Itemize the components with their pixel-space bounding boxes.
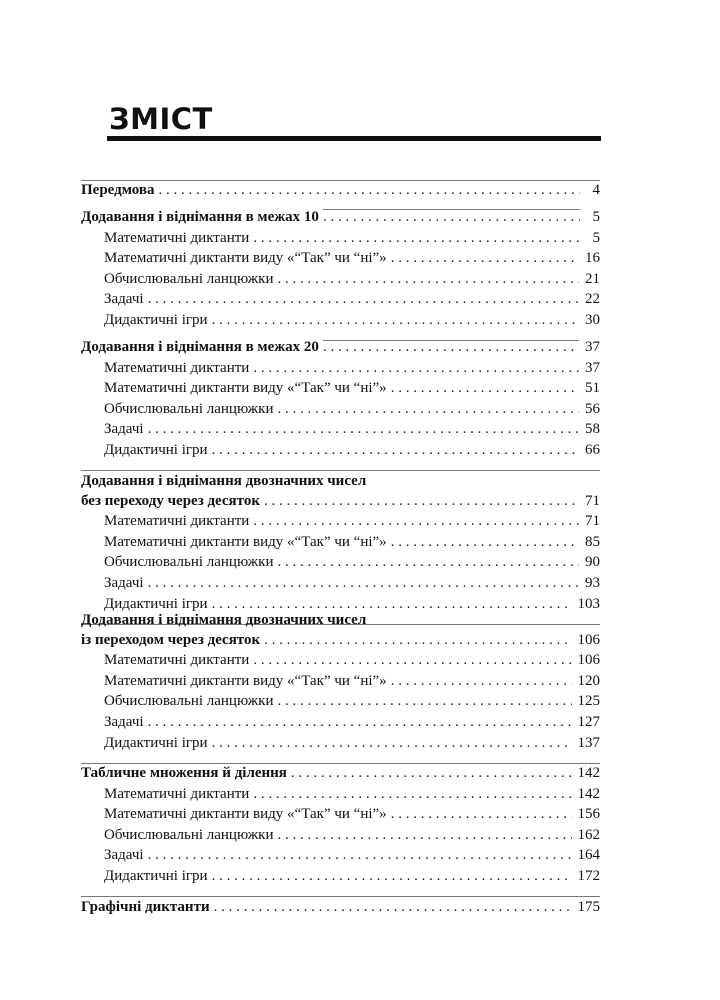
toc-page-number: 71 <box>579 512 600 530</box>
toc-page-number: 5 <box>580 208 600 226</box>
dot-leader <box>253 512 579 530</box>
toc-page-number: 5 <box>580 229 600 247</box>
toc-entry-subsection[interactable] <box>104 863 600 885</box>
toc-entry-graphic-dictations[interactable] <box>81 894 600 916</box>
toc-page-number: 172 <box>572 867 601 885</box>
toc-entry-label: без переходу через десяток <box>81 492 264 510</box>
toc-page-number: 93 <box>579 574 600 592</box>
toc-entry-label: Графічні диктанти <box>81 898 214 916</box>
toc-entry-preface[interactable] <box>81 177 600 199</box>
toc-entry-label: Математичні диктанти виду «“Так” чи “ні”» <box>104 533 391 551</box>
toc-page-number: 127 <box>572 713 601 731</box>
toc-entry-label: Дидактичні ігри <box>104 734 212 752</box>
toc-entry-label: Математичні диктанти виду «“Так” чи “ні”» <box>104 379 391 397</box>
toc-entry-subsection[interactable] <box>104 668 600 690</box>
toc-entry-label: Задачі <box>104 290 148 308</box>
dot-leader <box>277 553 579 571</box>
toc-entry-subsection[interactable] <box>104 396 600 418</box>
section-heading-line: Додавання і віднімання двозначних чисел <box>81 473 367 489</box>
dot-leader <box>148 574 579 592</box>
toc-entry-section[interactable] <box>81 334 600 356</box>
toc-entry-label: Математичні диктанти виду «“Так” чи “ні”» <box>104 805 391 823</box>
toc-page-number: 90 <box>579 553 600 571</box>
toc-entry-label: Задачі <box>104 846 148 864</box>
toc-entry-subsection[interactable] <box>104 647 600 669</box>
toc-entry-label: Додавання і віднімання в межах 10 <box>81 208 323 226</box>
toc-entry-subsection[interactable] <box>104 245 600 267</box>
toc-page-number: 125 <box>572 692 601 710</box>
toc-entry-subsection[interactable] <box>104 437 600 459</box>
dot-leader <box>212 867 572 885</box>
toc-page-number: 16 <box>579 249 600 267</box>
dot-leader <box>277 400 579 418</box>
toc-page-number: 66 <box>579 441 600 459</box>
dot-leader <box>291 764 572 782</box>
dot-leader <box>212 734 572 752</box>
dot-leader <box>391 672 572 690</box>
toc-page-number: 22 <box>579 290 600 308</box>
toc-entry-subsection[interactable] <box>104 529 600 551</box>
toc-entry-subsection[interactable] <box>104 355 600 377</box>
toc-page-number: 71 <box>579 492 600 510</box>
toc-page-number: 162 <box>572 826 601 844</box>
toc-page-number: 106 <box>572 631 601 649</box>
toc-entry-label: Дидактичні ігри <box>104 595 212 613</box>
page-title: ЗМІСТ <box>109 102 213 136</box>
dot-leader <box>158 181 580 199</box>
toc-page-number: 58 <box>579 420 600 438</box>
dot-leader <box>212 441 579 459</box>
toc-page-number: 120 <box>572 672 601 690</box>
toc-page-number: 37 <box>579 338 600 356</box>
dot-leader <box>264 631 571 649</box>
toc-entry-label: Обчислювальні ланцюжки <box>104 553 277 571</box>
dot-leader <box>253 785 571 803</box>
toc-entry-label: Математичні диктанти <box>104 229 253 247</box>
dot-leader <box>212 311 579 329</box>
toc-entry-label: Задачі <box>104 574 148 592</box>
toc-entry-label: Математичні диктанти <box>104 512 253 530</box>
toc-entry-section[interactable] <box>81 627 600 649</box>
toc-page-number: 137 <box>572 734 601 752</box>
toc-entry-subsection[interactable] <box>104 549 600 571</box>
toc-entry-label: Задачі <box>104 420 148 438</box>
toc-page-number: 142 <box>572 785 601 803</box>
dot-leader <box>391 805 572 823</box>
toc-page-number: 164 <box>572 846 601 864</box>
toc-entry-subsection[interactable] <box>104 416 600 438</box>
toc-entry-subsection[interactable] <box>104 688 600 710</box>
toc-entry-subsection[interactable] <box>104 730 600 752</box>
dot-leader <box>148 420 579 438</box>
toc-page-number: 51 <box>579 379 600 397</box>
toc-entry-section[interactable] <box>81 760 600 782</box>
dot-leader <box>148 290 579 308</box>
dot-leader <box>277 270 579 288</box>
toc-entry-subsection[interactable] <box>104 709 600 731</box>
toc-entry-label: Математичні диктанти <box>104 785 253 803</box>
dot-leader <box>391 249 579 267</box>
toc-page-number: 103 <box>572 595 601 613</box>
dot-leader <box>214 898 572 916</box>
toc-entry-label: Обчислювальні ланцюжки <box>104 270 277 288</box>
toc-entry-label: Табличне множення й ділення <box>81 764 291 782</box>
toc-page-number: 56 <box>579 400 600 418</box>
toc-entry-section[interactable] <box>81 488 600 510</box>
toc-entry-section[interactable] <box>81 204 600 226</box>
toc-page-number: 4 <box>580 181 600 199</box>
toc-entry-subsection[interactable] <box>104 375 600 397</box>
toc-entry-subsection[interactable] <box>104 286 600 308</box>
toc-entry-subsection[interactable] <box>104 842 600 864</box>
toc-entry-label: Додавання і віднімання в межах 20 <box>81 338 323 356</box>
toc-entry-label: із переходом через десяток <box>81 631 264 649</box>
dot-leader <box>391 379 579 397</box>
toc-entry-label: Математичні диктанти виду «“Так” чи “ні”» <box>104 672 391 690</box>
toc-entry-label: Обчислювальні ланцюжки <box>104 400 277 418</box>
dot-leader <box>391 533 579 551</box>
toc-entry-label: Дидактичні ігри <box>104 311 212 329</box>
toc-entry-subsection[interactable] <box>104 225 600 247</box>
toc-entry-label: Дидактичні ігри <box>104 867 212 885</box>
dot-leader <box>323 338 579 356</box>
toc-page-number: 85 <box>579 533 600 551</box>
dot-leader <box>148 713 572 731</box>
toc-entry-label: Задачі <box>104 713 148 731</box>
dot-leader <box>264 492 579 510</box>
dot-leader <box>253 229 580 247</box>
toc-entry-label: Обчислювальні ланцюжки <box>104 826 277 844</box>
toc-entry-label: Математичні диктанти <box>104 651 253 669</box>
toc-entry-label: Передмова <box>81 181 158 199</box>
toc-page-number: 142 <box>572 764 601 782</box>
toc-entry-subsection[interactable] <box>104 266 600 288</box>
toc-entry-subsection[interactable] <box>104 781 600 803</box>
dot-leader <box>323 208 580 226</box>
dot-leader <box>253 359 579 377</box>
toc-entry-subsection[interactable] <box>104 307 600 329</box>
toc-entry-label: Дидактичні ігри <box>104 441 212 459</box>
dot-leader <box>148 846 572 864</box>
toc-entry-subsection[interactable] <box>104 570 600 592</box>
toc-page-number: 106 <box>572 651 601 669</box>
dot-leader <box>277 692 571 710</box>
toc-page-number: 175 <box>572 898 601 916</box>
dot-leader <box>253 651 571 669</box>
toc-page-number: 156 <box>572 805 601 823</box>
toc-entry-subsection[interactable] <box>104 822 600 844</box>
toc-page-number: 21 <box>579 270 600 288</box>
toc-page-number: 37 <box>579 359 600 377</box>
toc-entry-label: Математичні диктанти виду «“Так” чи “ні”» <box>104 249 391 267</box>
toc-entry-subsection[interactable] <box>104 801 600 823</box>
dot-leader <box>277 826 571 844</box>
section-heading-line: Додавання і віднімання двозначних чисел <box>81 612 367 628</box>
toc-entry-label: Математичні диктанти <box>104 359 253 377</box>
toc-page-number: 30 <box>579 311 600 329</box>
toc-entry-subsection[interactable] <box>104 508 600 530</box>
toc-entry-label: Обчислювальні ланцюжки <box>104 692 277 710</box>
